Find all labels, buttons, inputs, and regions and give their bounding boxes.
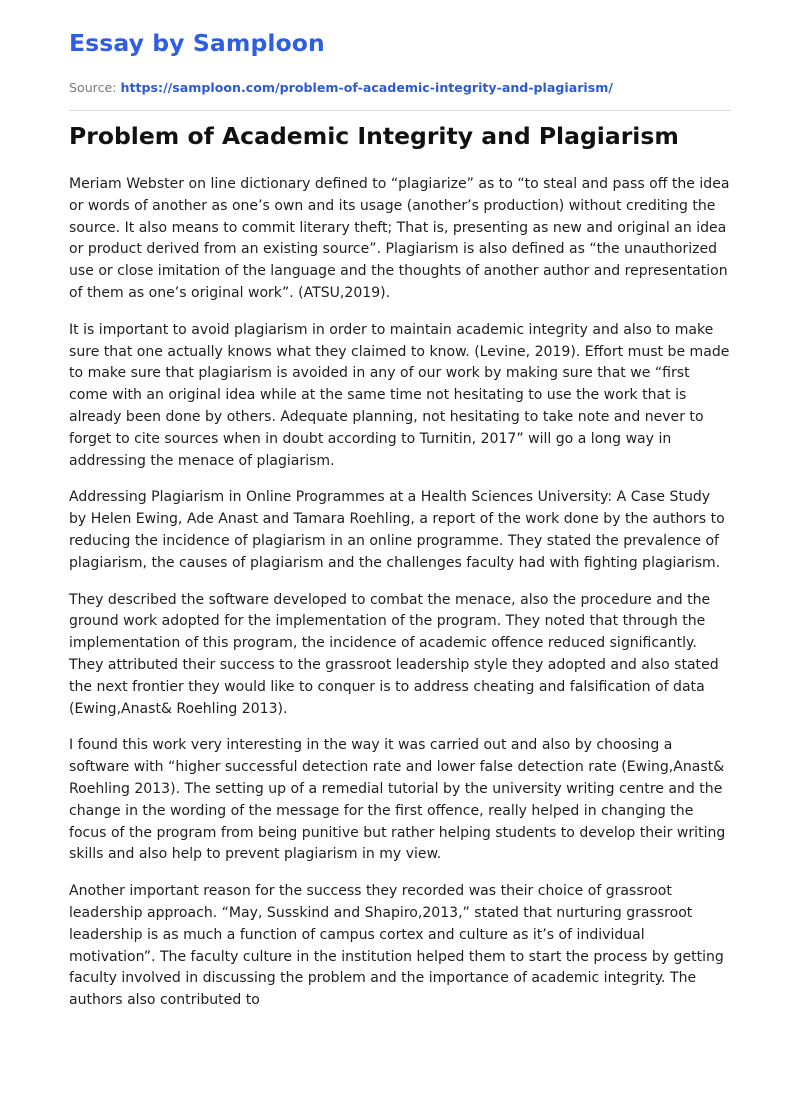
site-brand[interactable]: Essay by Samploon — [69, 29, 325, 57]
source-line — [69, 80, 613, 95]
source-link[interactable]: https://samploon.com/problem-of-academic-integrity-and-plagiarism/ — [120, 80, 613, 95]
article-body — [69, 174, 731, 1027]
article-title: Problem of Academic Integrity and Plagiarism — [69, 122, 679, 150]
article-paragraph-3: Addressing Plagiarism in Online Programmes at a Health Sciences University: A Case Study by Helen Ewing, Ade Anast and Tamara Roehling, a report of the work done by the authors to reducing the incidence of plagiarism in an online programme. They stated the prevalence of plagiarism, the causes of plagiarism and the challenges faculty had with fighting plagiarism. — [69, 489, 725, 571]
article-paragraph-4: They described the software developed to combat the menace, also the procedure and the ground work adopted for the implementation of the program. They noted that through the implementation of this program, the incidence of academic offence reduced significantly. They attributed their success to the grassroot leadership style they adopted and also stated the next frontier they would like to conquer is to address cheating and falsification of data (Ewing,Anast& Roehling 2013). — [69, 591, 719, 717]
article-paragraph-6: Another important reason for the success they recorded was their choice of grassroot leadership approach. “May, Susskind and Shapiro,2013,” stated that nurturing grassroot leadership is as much a function of campus cortex and culture as it’s of individual motivation”. The faculty culture in the institution helped them to start the process by getting faculty involved in discussing the problem and the importance of academic integrity. The authors also contributed to — [69, 883, 724, 1009]
article-paragraph-5: I found this work very interesting in the way it was carried out and also by choosing a software with “higher successful detection rate and lower false detection rate (Ewing,Anast& Roehling 2013). The setting up of a remedial tutorial by the university writing centre and the change in the wording of the message for the first offence, really helped in changing the focus of the program from being punitive but rather helping students to develop their writing skills and also help to prevent plagiarism in my view. — [69, 737, 726, 863]
article-paragraph-1: Meriam Webster on line dictionary defined to “plagiarize” as to “to steal and pass off the idea or words of another as one’s own and its usage (another’s production) without crediting the source. It also means to commit literary theft; That is, presenting as new and original an idea or product derived from an existing source”. Plagiarism is also defined as “the unauthorized use or close imitation of the language and the thoughts of another author and representation of them as one’s original work”. (ATSU,2019). — [69, 176, 730, 301]
source-label: Source: — [69, 80, 117, 95]
article-paragraph-2: It is important to avoid plagiarism in order to maintain academic integrity and also to make sure that one actually knows what they claimed to know. (Levine, 2019). Effort must be made to make sure that plagiarism is avoided in any of our work by making sure that we “first come with an original idea while at the same time not hesitating to use the work that is already been done by others. Adequate planning, not hesitating to take note and never to forget to cite sources when in doubt according to Turnitin, 2017” will go a long way in addressing the menace of plagiarism. — [69, 321, 730, 469]
header-divider — [69, 110, 731, 111]
